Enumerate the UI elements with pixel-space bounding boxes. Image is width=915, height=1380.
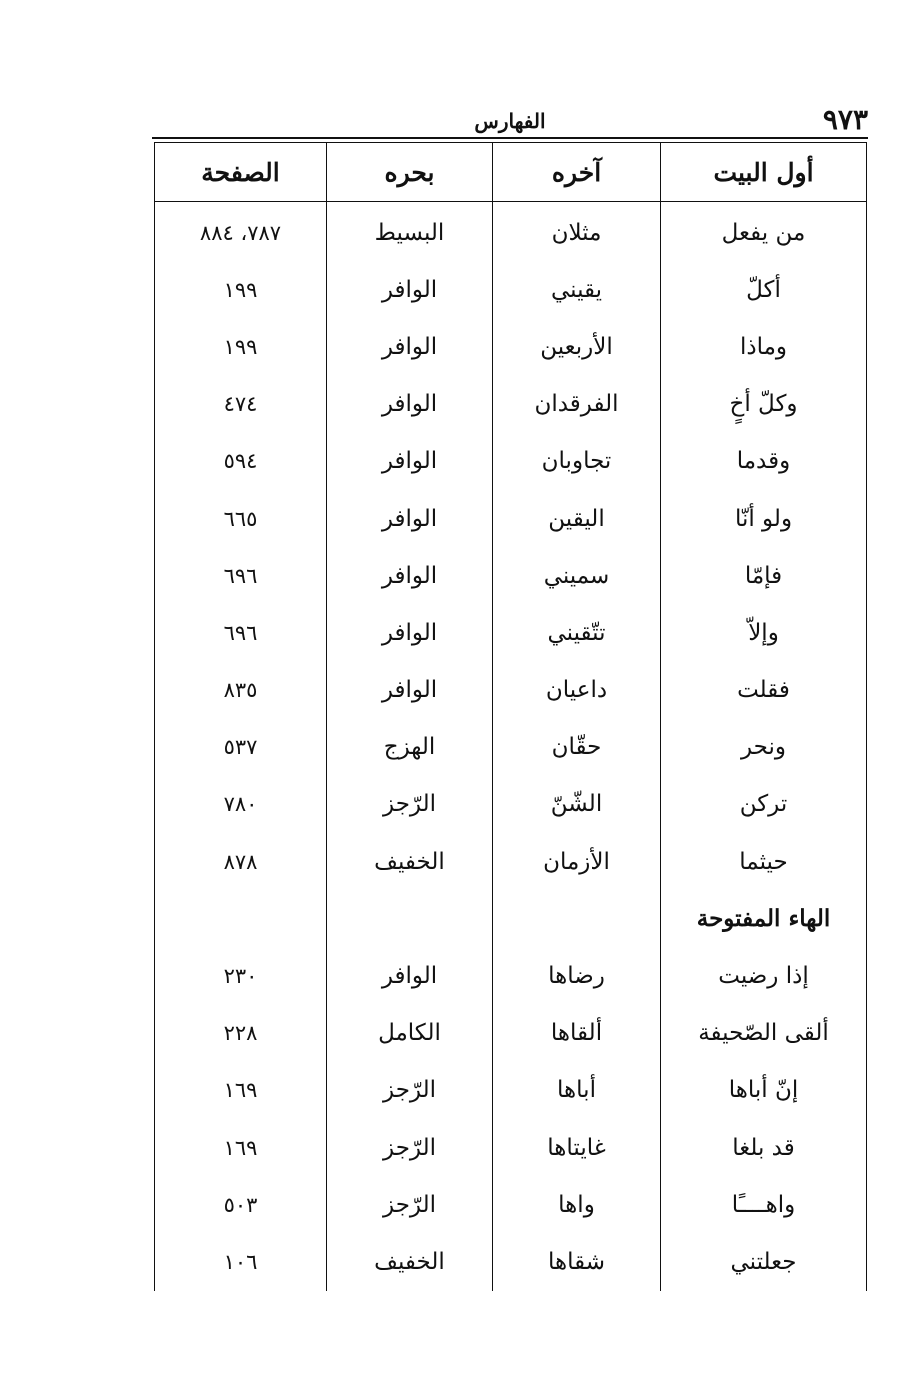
table-header-row <box>155 143 867 202</box>
page-cell: ٥٩٤ <box>155 433 327 490</box>
ending-cell: الفرقدان <box>493 376 661 433</box>
table-row <box>155 604 867 661</box>
page-cell: ٨٣٥ <box>155 662 327 719</box>
first-line-cell: قد بلغا <box>661 1119 867 1176</box>
table-row <box>155 833 867 890</box>
first-line-cell: من يفعل <box>661 202 867 262</box>
ending-cell: تجاوبان <box>493 433 661 490</box>
page-number: ٩٧٣ <box>822 103 868 136</box>
verse-index-table <box>154 142 867 1291</box>
table-row <box>155 1119 867 1176</box>
meter-cell: الهزج <box>327 719 493 776</box>
page-cell: ١٦٩ <box>155 1119 327 1176</box>
first-line-cell: إذا رضيت <box>661 947 867 1004</box>
meter-cell: الرّجز <box>327 776 493 833</box>
first-line-cell: وإلاّ <box>661 604 867 661</box>
table-row <box>155 947 867 1004</box>
table-row <box>155 776 867 833</box>
page-cell: ٥٣٧ <box>155 719 327 776</box>
ending-cell: يقيني <box>493 261 661 318</box>
ending-cell: داعيان <box>493 662 661 719</box>
table-row <box>155 433 867 490</box>
meter-cell: الوافر <box>327 318 493 375</box>
meter-cell: الرّجز <box>327 1062 493 1119</box>
page-cell: ٢٣٠ <box>155 947 327 1004</box>
page-cell: ٢٢٨ <box>155 1005 327 1062</box>
column-header-first-line: أول البيت <box>661 143 867 202</box>
page-cell: ٤٧٤ <box>155 376 327 433</box>
section-heading: الهاء المفتوحة <box>661 890 867 947</box>
page-cell: ٧٨٧، ٨٨٤ <box>155 202 327 262</box>
ending-cell: رضاها <box>493 947 661 1004</box>
first-line-cell: ونحر <box>661 719 867 776</box>
table-row <box>155 318 867 375</box>
meter-cell: الوافر <box>327 490 493 547</box>
ending-cell: الأربعين <box>493 318 661 375</box>
meter-cell: الوافر <box>327 947 493 1004</box>
column-header-meter: بحره <box>327 143 493 202</box>
ending-cell: شقاها <box>493 1233 661 1290</box>
first-line-cell: حيثما <box>661 833 867 890</box>
table-row <box>155 261 867 318</box>
first-line-cell: وقدما <box>661 433 867 490</box>
table-row <box>155 662 867 719</box>
meter-cell: الخفيف <box>327 833 493 890</box>
table-row <box>155 376 867 433</box>
page-cell: ٥٠٣ <box>155 1176 327 1233</box>
column-header-ending: آخره <box>493 143 661 202</box>
first-line-cell: جعلتني <box>661 1233 867 1290</box>
meter-cell: الوافر <box>327 261 493 318</box>
first-line-cell: فإمّا <box>661 547 867 604</box>
ending-cell: مثلان <box>493 202 661 262</box>
ending-cell: الأزمان <box>493 833 661 890</box>
page-cell: ١٩٩ <box>155 261 327 318</box>
meter-cell: البسيط <box>327 202 493 262</box>
table-row <box>155 1005 867 1062</box>
page-cell: ٦٦٥ <box>155 490 327 547</box>
empty-cell <box>155 890 327 947</box>
ending-cell: حقّان <box>493 719 661 776</box>
ending-cell: ألقاها <box>493 1005 661 1062</box>
first-line-cell: وماذا <box>661 318 867 375</box>
first-line-cell: ألقى الصّحيفة <box>661 1005 867 1062</box>
ending-cell: واها <box>493 1176 661 1233</box>
meter-cell: الوافر <box>327 604 493 661</box>
table-row <box>155 1233 867 1290</box>
ending-cell: الشّنّ <box>493 776 661 833</box>
first-line-cell: واهــــًا <box>661 1176 867 1233</box>
page-cell: ٨٧٨ <box>155 833 327 890</box>
page-cell: ٦٩٦ <box>155 547 327 604</box>
header-rule <box>152 137 868 139</box>
page-header <box>152 104 868 140</box>
meter-cell: الوافر <box>327 547 493 604</box>
meter-cell: الوافر <box>327 433 493 490</box>
meter-cell: الرّجز <box>327 1176 493 1233</box>
first-line-cell: فقلت <box>661 662 867 719</box>
meter-cell: الوافر <box>327 376 493 433</box>
page-cell: ١٩٩ <box>155 318 327 375</box>
first-line-cell: تركن <box>661 776 867 833</box>
ending-cell: تتّقيني <box>493 604 661 661</box>
first-line-cell: ولو أنّا <box>661 490 867 547</box>
ending-cell: سميني <box>493 547 661 604</box>
page-cell: ١٠٦ <box>155 1233 327 1290</box>
first-line-cell: وكلّ أخٍ <box>661 376 867 433</box>
meter-cell: الرّجز <box>327 1119 493 1176</box>
first-line-cell: أكلّ <box>661 261 867 318</box>
ending-cell: أباها <box>493 1062 661 1119</box>
ending-cell: اليقين <box>493 490 661 547</box>
meter-cell: الوافر <box>327 662 493 719</box>
first-line-cell: إنّ أباها <box>661 1062 867 1119</box>
page-cell: ١٦٩ <box>155 1062 327 1119</box>
empty-cell <box>327 890 493 947</box>
table-row <box>155 719 867 776</box>
meter-cell: الكامل <box>327 1005 493 1062</box>
table-row <box>155 202 867 262</box>
section-row <box>155 890 867 947</box>
page-cell: ٧٨٠ <box>155 776 327 833</box>
page-title: الفهارس <box>474 109 546 133</box>
table-row <box>155 1062 867 1119</box>
table-row <box>155 490 867 547</box>
column-header-page: الصفحة <box>155 143 327 202</box>
ending-cell: غايتاها <box>493 1119 661 1176</box>
table-row <box>155 547 867 604</box>
empty-cell <box>493 890 661 947</box>
page-cell: ٦٩٦ <box>155 604 327 661</box>
meter-cell: الخفيف <box>327 1233 493 1290</box>
table-row <box>155 1176 867 1233</box>
